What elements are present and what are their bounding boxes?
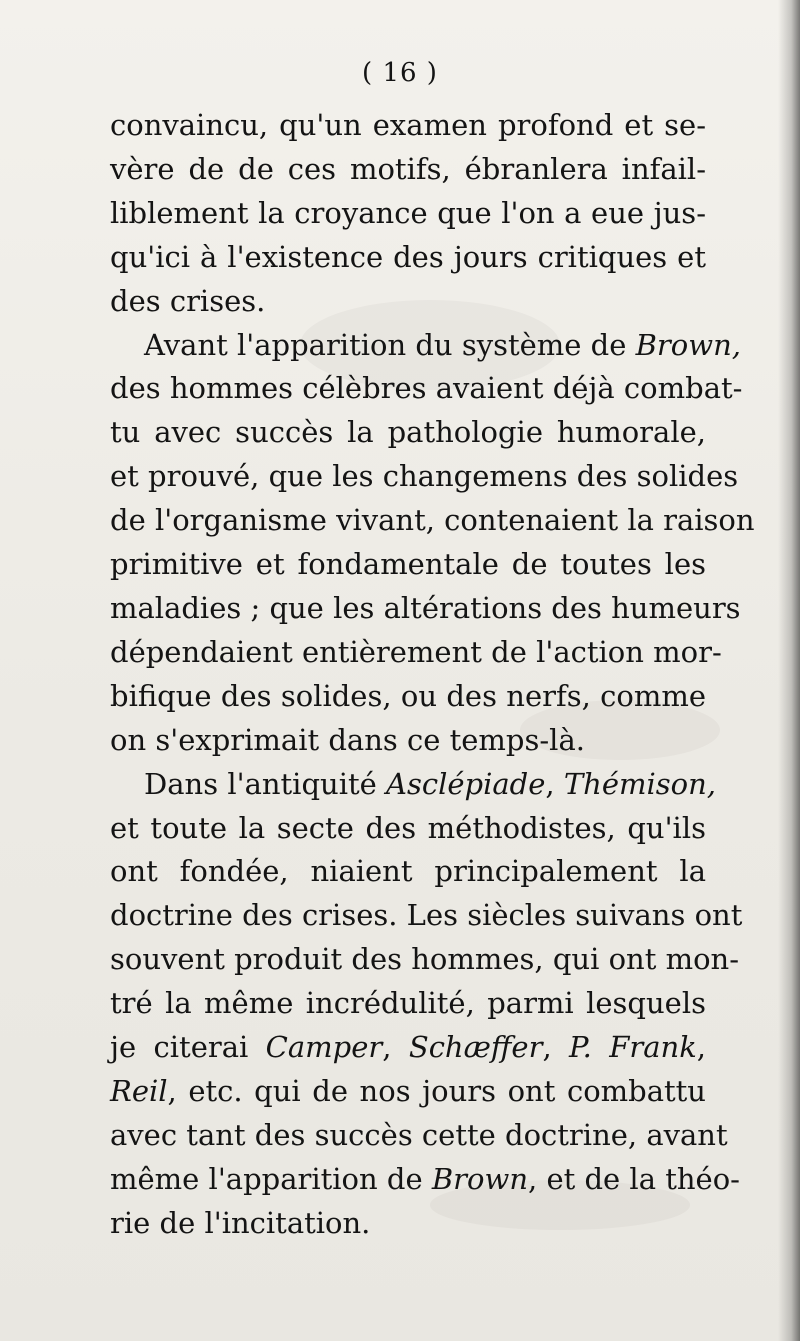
text-segment: qu'ici à l'existence des jours critiques et <box>110 239 706 274</box>
text-segment: des crises. <box>110 283 266 318</box>
paragraph <box>110 763 743 1246</box>
text-segment: des hommes célèbres avaient déjà combat- <box>110 371 743 406</box>
text-segment: , <box>542 1030 570 1065</box>
text-segment: même l'apparition de <box>110 1161 432 1196</box>
text-line <box>110 894 743 938</box>
text-line <box>110 1202 706 1246</box>
italic-text: Camper <box>265 1030 383 1065</box>
text-segment: rie de l'incitation. <box>110 1205 371 1240</box>
text-segment: Dans l'antiquité <box>144 766 387 801</box>
italic-text: Asclépiade <box>386 766 546 801</box>
text-segment: primitive et fondamentale de toutes les <box>110 547 706 582</box>
body-text <box>110 104 755 1246</box>
paragraph <box>110 324 755 763</box>
text-line <box>110 982 706 1026</box>
italic-text: Thémison, <box>563 766 717 801</box>
text-segment: bifique des solides, ou des nerfs, comme <box>110 678 706 713</box>
text-segment: ont fondée, niaient principalement la <box>110 854 706 889</box>
text-line <box>110 675 706 719</box>
text-segment: avec tant des succès cette doctrine, avant <box>110 1117 728 1152</box>
text-line <box>110 280 706 324</box>
text-line <box>110 324 741 368</box>
text-segment: vère de de ces motifs, ébranlera infail- <box>110 151 706 186</box>
text-line <box>110 192 706 236</box>
italic-text: P. Frank <box>569 1030 697 1065</box>
text-segment: liblement la croyance que l'on a eue jus- <box>110 195 706 230</box>
text-segment: convaincu, qu'un examen profond et se- <box>110 108 706 142</box>
page-edge-shadow <box>778 0 800 1341</box>
text-segment: et toute la secte des méthodistes, qu'ils <box>110 810 706 845</box>
text-line <box>110 587 741 631</box>
text-line <box>110 1158 740 1202</box>
text-segment: Avant l'apparition du système de <box>144 327 636 362</box>
text-segment: , etc. qui de nos jours ont combattu <box>167 1073 706 1108</box>
italic-text: Schæffer <box>408 1030 543 1065</box>
text-segment: de l'organisme vivant, contenaient la raison <box>110 503 755 538</box>
italic-text: Reil <box>110 1073 168 1108</box>
text-segment: tu avec succès la pathologie humorale, <box>110 415 706 450</box>
text-segment: je citerai <box>110 1030 266 1065</box>
text-segment: souvent produit des hommes, qui ont mon- <box>110 942 740 977</box>
text-segment: , <box>545 766 564 801</box>
text-line <box>110 499 755 543</box>
italic-text: Brown, <box>635 327 741 362</box>
text-segment: , <box>696 1030 707 1065</box>
text-line <box>110 1114 728 1158</box>
text-line <box>110 1070 706 1114</box>
text-line <box>110 850 706 894</box>
text-line <box>110 236 706 280</box>
text-segment: doctrine des crises. Les siècles suivans ont <box>110 898 743 933</box>
text-segment: , et de la théo- <box>528 1161 740 1196</box>
text-segment: tré la même incrédulité, parmi lesquels <box>110 986 706 1021</box>
text-line <box>110 543 706 587</box>
page-number: ( 16 ) <box>362 58 438 88</box>
text-line <box>110 104 706 148</box>
text-line <box>110 938 740 982</box>
text-line <box>110 807 706 851</box>
italic-text: Brown <box>431 1161 529 1196</box>
text-line <box>110 455 739 499</box>
paragraph <box>110 104 706 324</box>
text-segment: et prouvé, que les changemens des solides <box>110 459 739 494</box>
text-segment: , <box>382 1030 409 1065</box>
text-line <box>110 148 706 192</box>
text-segment: maladies ; que les altérations des humeurs <box>110 590 741 625</box>
text-line <box>110 1026 706 1070</box>
text-line <box>110 763 717 807</box>
text-segment: on s'exprimait dans ce temps-là. <box>110 722 585 757</box>
text-line <box>110 411 706 455</box>
text-line <box>110 631 722 675</box>
text-line <box>110 719 706 763</box>
text-segment: dépendaient entièrement de l'action mor- <box>110 634 722 669</box>
text-line <box>110 367 743 411</box>
